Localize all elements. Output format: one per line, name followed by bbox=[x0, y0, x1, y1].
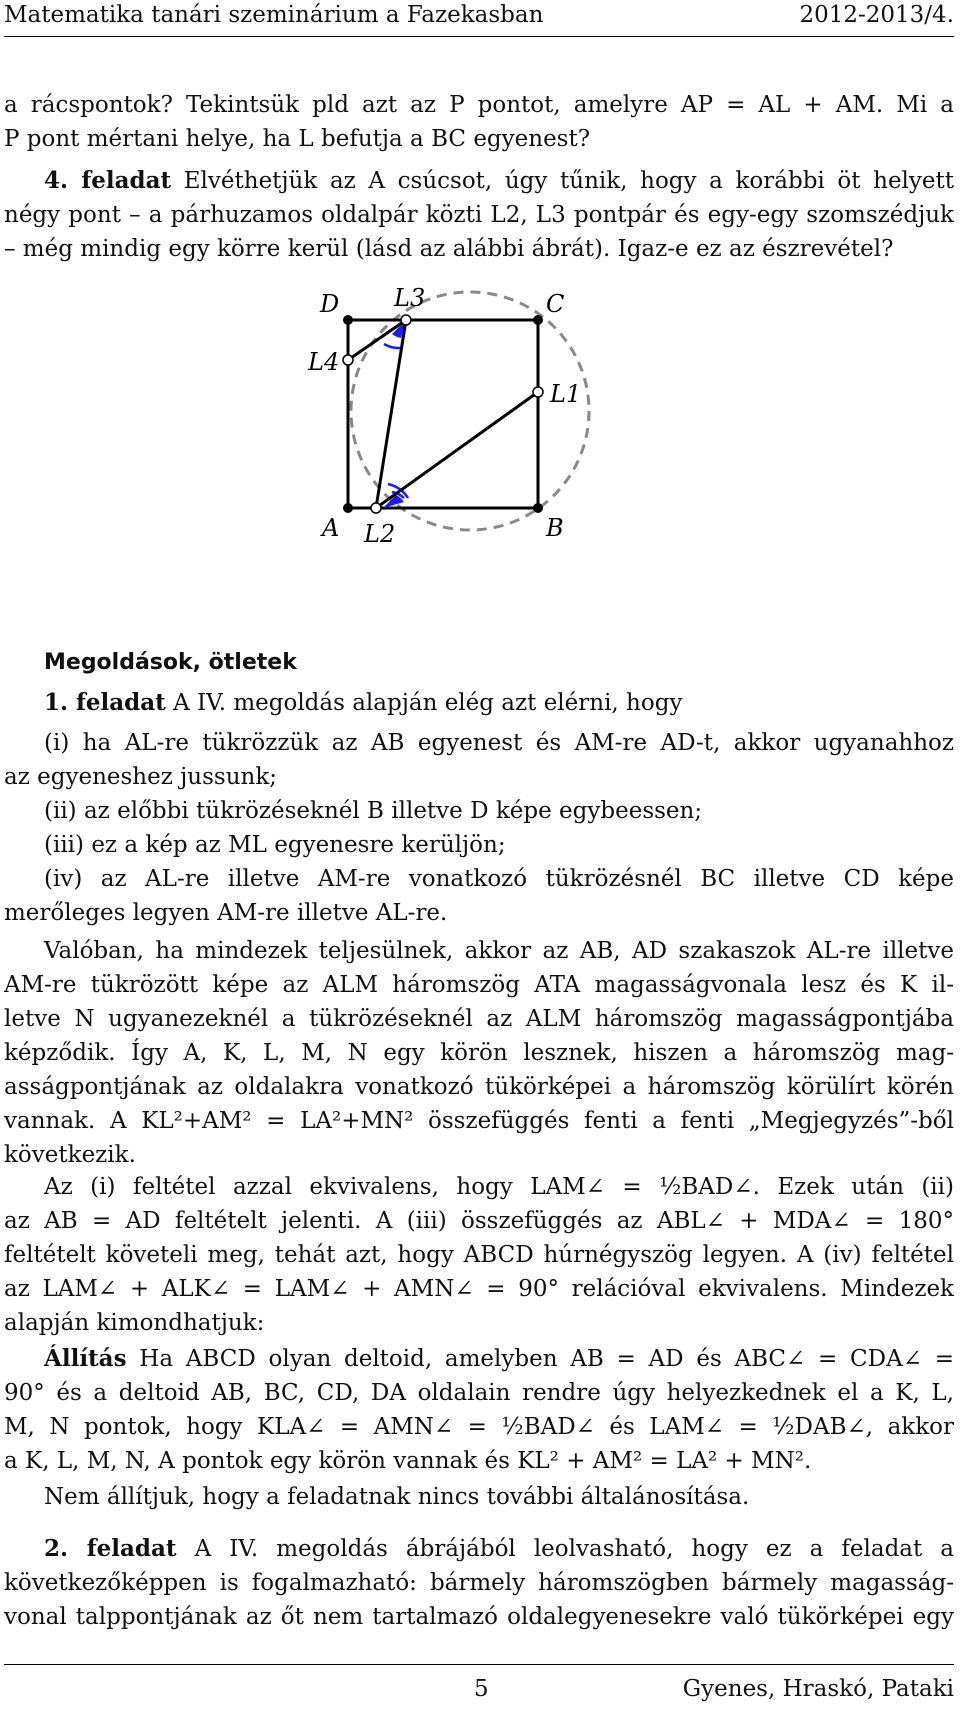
conditions-list bbox=[4, 726, 954, 930]
page-number: 5 bbox=[474, 1676, 489, 1702]
text-line: AM-re tükrözött képe az ALM háromszög ATA magasságvonala lesz és K il- bbox=[4, 972, 954, 998]
text-line: – még mindig egy körre kerül (lásd az alábbi ábrát). Igaz-e ez az észrevétel? bbox=[4, 236, 894, 262]
paragraph-2 bbox=[4, 1170, 954, 1340]
running-header bbox=[4, 0, 954, 38]
footer-rule bbox=[4, 1664, 954, 1665]
header-issue: 2012-2013/4. bbox=[799, 2, 954, 28]
angle-arc-l3 bbox=[384, 344, 400, 348]
point-l1 bbox=[533, 387, 543, 397]
running-footer bbox=[4, 1660, 954, 1712]
text-line bbox=[4, 686, 954, 720]
section-heading: Megoldások, ötletek bbox=[44, 650, 297, 675]
header-title: Matematika tanári szeminárium a Fazekasban bbox=[4, 2, 544, 28]
text-line: Valóban, ha mindezek teljesülnek, akkor az AB, AD szakaszok AL-re illetve bbox=[44, 938, 954, 964]
label-d: D bbox=[320, 290, 340, 318]
text-line bbox=[4, 164, 954, 198]
text-line: a rácspontok? Tekintsük pld azt az P pontot, amelyre AP = AL + AM. Mi a bbox=[4, 92, 954, 118]
label-b: B bbox=[546, 514, 564, 542]
task4-paragraph bbox=[4, 164, 954, 266]
text-line: következőképpen is fogalmazható: bármely háromszögben bármely magasság- bbox=[4, 1570, 954, 1596]
list-item-line: az egyeneshez jussunk; bbox=[4, 764, 278, 790]
point-l3 bbox=[401, 315, 411, 325]
paragraph-1 bbox=[4, 934, 954, 1172]
label-l4: L4 bbox=[308, 348, 340, 376]
text-line: az AB = AD feltételt jelenti. A (iii) összefüggés az ABL∠ + MDA∠ = 180° bbox=[4, 1208, 954, 1234]
task4-label: 4. feladat bbox=[44, 167, 172, 194]
task1-intro bbox=[4, 686, 954, 720]
label-l1: L1 bbox=[550, 380, 582, 408]
text-line bbox=[4, 1532, 954, 1566]
text-line: asságpontjának az oldalakra vonatkozó tükörképei a háromszög körülírt körén bbox=[4, 1074, 954, 1100]
label-l3: L3 bbox=[394, 284, 426, 312]
vertex-c bbox=[533, 315, 543, 325]
text-line: M, N pontok, hogy KLA∠ = AMN∠ = ½BAD∠ és LAM∠ = ½DAB∠, akkor bbox=[4, 1414, 954, 1440]
task1-text: A IV. megoldás alapján elég azt elérni, hogy bbox=[173, 690, 683, 716]
list-item-line: (iii) ez a kép az ML egyenesre kerüljön; bbox=[44, 832, 506, 858]
vertex-b bbox=[533, 503, 543, 513]
dashed-circle bbox=[351, 292, 589, 530]
text-line: feltételt követeli meg, tehát azt, hogy ABCD húrnégyszög legyen. A (iv) feltétel bbox=[4, 1242, 954, 1268]
task1-label: 1. feladat bbox=[44, 689, 166, 716]
task2-paragraph bbox=[4, 1532, 954, 1634]
point-l2 bbox=[371, 503, 381, 513]
text-line: a K, L, M, N, A pontok egy körön vannak és KL² + AM² = LA² + MN². bbox=[4, 1448, 812, 1474]
geometry-figure bbox=[304, 284, 664, 600]
note-paragraph bbox=[4, 1480, 954, 1514]
claim-paragraph bbox=[4, 1342, 954, 1478]
header-rule bbox=[4, 36, 954, 37]
intro-paragraph bbox=[4, 88, 954, 156]
point-l4 bbox=[343, 355, 353, 365]
list-item-line: (i) ha AL-re tükrözzük az AB egyenest és AM-re AD-t, akkor ugyanahhoz bbox=[44, 730, 954, 756]
label-c: C bbox=[546, 290, 565, 318]
list-item-line: (iv) az AL-re illetve AM-re vonatkozó tükrözésnél BC illetve CD képe bbox=[44, 866, 954, 892]
task2-label: 2. feladat bbox=[44, 1535, 177, 1562]
text-line: Az (i) feltétel azzal ekvivalens, hogy LAM∠ = ½BAD∠. Ezek után (ii) bbox=[44, 1174, 954, 1200]
segment-l2-l1 bbox=[376, 392, 538, 508]
solutions-heading bbox=[4, 646, 954, 680]
text-line: négy pont – a párhuzamos oldalpár közti L2, L3 pontpár és egy-egy szomszédjuk bbox=[4, 202, 954, 228]
text-line: vannak. A KL²+AM² = LA²+MN² összefüggés fenti a fenti „Megjegyzés”-ből bbox=[4, 1108, 954, 1134]
label-a: A bbox=[322, 514, 340, 542]
text-line: Nem állítjuk, hogy a feladatnak nincs további általánosítása. bbox=[44, 1484, 750, 1510]
text-line: vonal talppontjának az őt nem tartalmazó oldalegyenesekre való tükörképei egy bbox=[4, 1604, 954, 1630]
vertex-d bbox=[343, 315, 353, 325]
text-line: következik. bbox=[4, 1142, 136, 1168]
text-line: letve N ugyanezeknél a tükrözéseknél az ALM háromszög magasságpontjába bbox=[4, 1006, 954, 1032]
label-l2: L2 bbox=[364, 520, 396, 548]
task2-text: A IV. megoldás ábrájából leolvasható, hogy ez a feladat a bbox=[194, 1536, 955, 1562]
text-line bbox=[4, 1342, 954, 1376]
claim-text: Ha ABCD olyan deltoid, amelyben AB = AD és ABC∠ = CDA∠ = bbox=[139, 1346, 954, 1372]
text-line: alapján kimondhatjuk: bbox=[4, 1310, 265, 1336]
text-line: 90° és a deltoid AB, BC, CD, DA oldalain rendre úgy helyezkednek el a K, L, bbox=[4, 1380, 954, 1406]
list-item-line: (ii) az előbbi tükrözéseknél B illetve D képe egybeessen; bbox=[44, 798, 703, 824]
segment-l4-l3 bbox=[348, 320, 406, 360]
list-item-line: merőleges legyen AM-re illetve AL-re. bbox=[4, 900, 448, 926]
claim-label: Állítás bbox=[44, 1345, 127, 1372]
footer-authors: Gyenes, Hraskó, Pataki bbox=[682, 1676, 954, 1702]
task4-text: Elvéthetjük az A csúcsot, úgy tűnik, hogy a korábbi öt helyett bbox=[183, 168, 955, 194]
text-line: képződik. Így A, K, L, M, N egy körön lesznek, hiszen a háromszög mag- bbox=[4, 1040, 954, 1066]
text-line: P pont mértani helye, ha L befutja a BC egyenest? bbox=[4, 126, 591, 152]
vertex-a bbox=[343, 503, 353, 513]
text-line: az LAM∠ + ALK∠ = LAM∠ + AMN∠ = 90° relációval ekvivalens. Mindezek bbox=[4, 1276, 954, 1302]
